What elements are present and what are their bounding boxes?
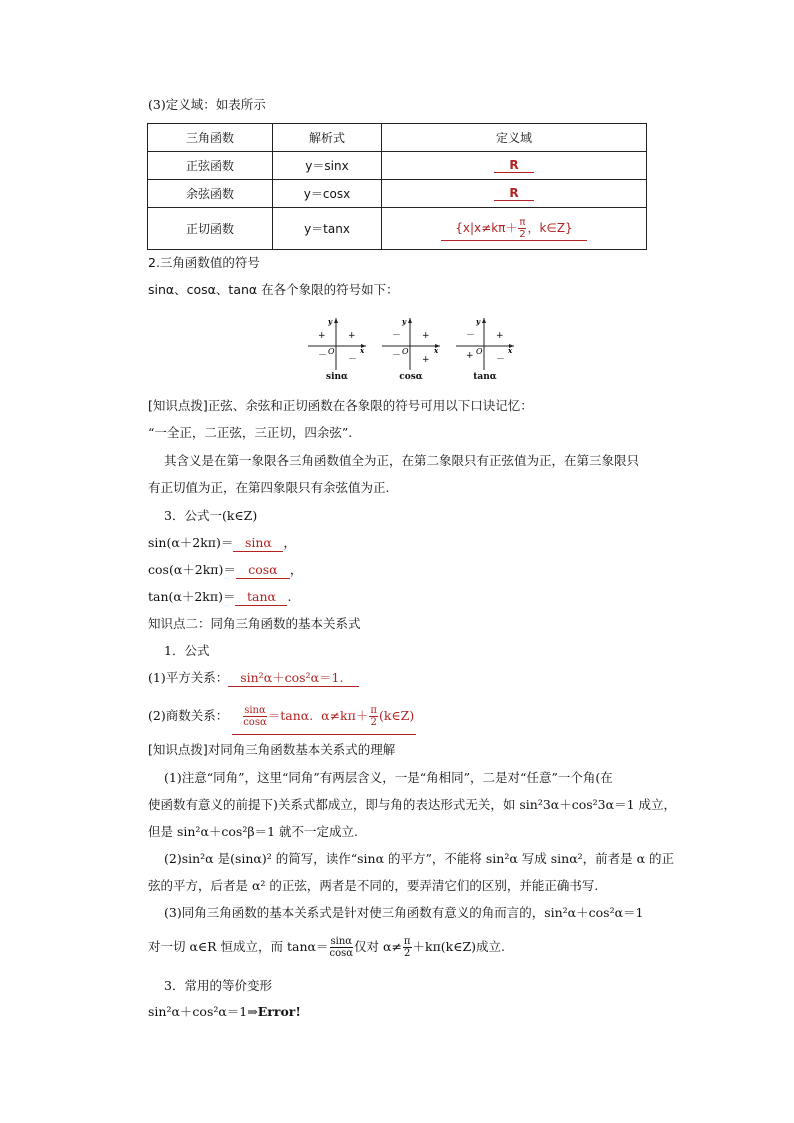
cell-name: 余弦函数 (148, 180, 273, 208)
svg-text:x: x (508, 346, 513, 355)
quadrant-caption: cosα (399, 372, 423, 382)
tip-1-explanation-cont: 有正切值为正，在第四象限只有余弦值为正. (148, 480, 390, 495)
quotient-relation: (2)商数关系： $\frac{\sin\alpha}{\cos\alpha}$ ＝tanα. α≠kπ＋ $\frac{\pi}{2}$ (k∈Z) (148, 698, 416, 735)
section-2-intro: sinα、cosα、tanα 在各个象限的符号如下： (148, 282, 399, 297)
square-relation-answer: sin²α＋cos²α＝1. (228, 670, 359, 687)
header-function: 三角函数 (148, 124, 273, 152)
section-3-equivalent-title: 3．常用的等价变形 (164, 978, 272, 993)
svg-text:O: O (402, 347, 409, 356)
svg-text:－: － (392, 331, 402, 341)
tip-2-paragraph-1: (1)注意“同角”，这里“同角”有两层含义，一是“角相同”，二是对“任意”一个角(在 (164, 770, 613, 785)
svg-text:+: + (348, 331, 356, 341)
quadrant-diagram-tan (454, 316, 516, 382)
section-3-title: (3)定义域：如表所示 (148, 97, 266, 112)
tip-1-quote: “一全正，二正弦，三正切，四余弦”. (148, 425, 353, 440)
cell-name: 正切函数 (148, 208, 273, 250)
formula-answer: sinα (233, 535, 283, 552)
section-3-formula-title: 3．公式一(k∈Z) (164, 508, 258, 523)
svg-text:－: － (318, 351, 328, 361)
equivalent-transform-line: sin²α＋cos²α＝1⇒Error! (148, 1004, 301, 1019)
formula-answer: cosα (236, 562, 290, 579)
domain-answer (441, 217, 586, 241)
formula-cos: cos(α＋2kπ)＝ cosα ， (148, 562, 303, 577)
header-formula: 解析式 (273, 124, 382, 152)
section-2-title: 2.三角函数值的符号 (148, 255, 260, 270)
cell-formula: y＝cosx (273, 180, 382, 208)
svg-text:－: － (496, 355, 506, 365)
tip-2-paragraph-1-end: 但是 sin²α＋cos²β＝1 就不一定成立. (148, 824, 358, 839)
domain-right: ，k∈Z} (527, 220, 573, 235)
svg-text:x: x (434, 346, 439, 355)
domain-answer: R (494, 186, 534, 201)
domain-left: {x|x≠kπ＋ (455, 220, 518, 235)
domain-answer: R (494, 158, 534, 173)
svg-text:y: y (328, 317, 333, 326)
formula-sin: sin(α＋2kπ)＝ sinα ， (148, 535, 296, 550)
cell-domain (382, 152, 647, 180)
header-domain: 定义域 (382, 124, 647, 152)
quadrant-caption: sinα (326, 372, 348, 382)
error-text: Error! (257, 1004, 301, 1019)
tip-2-title: [知识点拨]对同角三角函数基本关系式的理解 (148, 742, 396, 757)
svg-text:y: y (402, 317, 407, 326)
table-header-row (148, 124, 647, 152)
cell-name: 正弦函数 (148, 152, 273, 180)
svg-text:－: － (348, 355, 358, 365)
tip-2-paragraph-3: (3)同角三角函数的基本关系式是针对使三角函数有意义的角而言的，sin²α＋cos²α＝1 (164, 905, 644, 920)
svg-text:+: + (422, 331, 430, 341)
table-row (148, 208, 647, 250)
quadrant-diagram-cos (380, 316, 442, 382)
tip-2-paragraph-3-cont: 对一切 α∈R 恒成立，而 tanα＝ $\frac{\sin\alpha}{\cos\alpha}$ 仅对 α≠ $\frac{\pi}{2}$ ＋kπ(k∈Z)成立. (148, 936, 506, 959)
svg-text:－: － (466, 331, 476, 341)
tip-2-paragraph-1-cont: 使函数有意义的前提下)关系式都成立，即与角的表达形式无关，如 sin²3α＋cos²3α＝1 成立， (148, 797, 676, 812)
svg-text:O: O (328, 347, 335, 356)
quotient-relation-answer: $\frac{\sin\alpha}{\cos\alpha}$ ＝tanα. α≠kπ＋ $\frac{\pi}{2}$ (k∈Z) (232, 698, 416, 735)
tip-2-paragraph-2: (2)sin²α 是(sinα)² 的简写，读作“sinα 的平方”，不能将 sin²α 写成 sinα²，前者是 α 的正 (164, 851, 675, 866)
square-relation: (1)平方关系： sin²α＋cos²α＝1. (148, 670, 359, 687)
knowledge-point-2-title: 知识点二：同角三角函数的基本关系式 (148, 616, 361, 631)
svg-text:+: + (466, 351, 474, 361)
tip-2-paragraph-2-cont: 弦的平方，后者是 α² 的正弦，两者是不同的，要弄清它们的区别，并能正确书写. (148, 878, 599, 893)
domain-table (147, 123, 647, 250)
svg-text:+: + (496, 331, 504, 341)
quadrant-diagram-sin (306, 316, 368, 382)
cell-domain (382, 180, 647, 208)
svg-text:y: y (476, 317, 481, 326)
svg-text:+: + (318, 331, 326, 341)
cell-formula: y＝tanx (273, 208, 382, 250)
table-row (148, 152, 647, 180)
pi-over-2: $\frac{\pi}{2}$ (370, 705, 377, 728)
pi-over-2: $\frac{\pi}{2}$ (519, 216, 526, 240)
svg-text:+: + (422, 355, 430, 365)
kp2-subtitle: 1．公式 (164, 643, 210, 658)
tip-1-title: [知识点拨]正弦、余弦和正切函数在各象限的符号可用以下口诀记忆： (148, 398, 533, 413)
sin-over-cos: $\frac{\sin\alpha}{\cos\alpha}$ (329, 936, 354, 959)
cell-domain (382, 208, 647, 250)
quadrant-caption: tanα (473, 372, 497, 382)
sin-over-cos: $\frac{\sin\alpha}{\cos\alpha}$ (243, 705, 267, 728)
formula-tan: tan(α＋2kπ)＝ tanα . (148, 589, 292, 604)
pi-over-2: $\frac{\pi}{2}$ (403, 936, 411, 959)
svg-text:－: － (392, 351, 402, 361)
formula-answer: tanα (235, 589, 287, 606)
svg-text:x: x (360, 346, 365, 355)
cell-formula: y＝sinx (273, 152, 382, 180)
tip-1-explanation: 其含义是在第一象限各三角函数值全为正，在第二象限只有正弦值为正，在第三象限只 (164, 453, 640, 468)
svg-text:O: O (476, 347, 483, 356)
table-row (148, 180, 647, 208)
